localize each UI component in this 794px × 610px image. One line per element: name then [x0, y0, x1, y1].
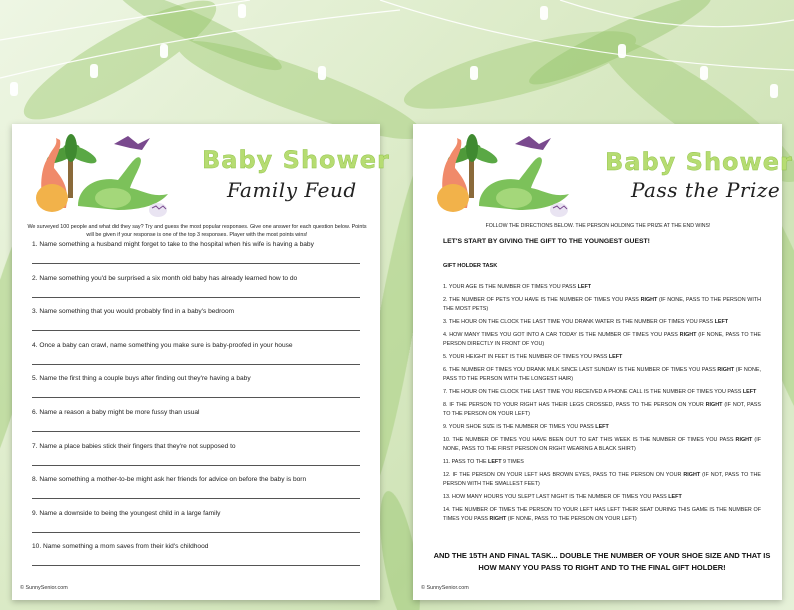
question-text: 2. Name something you'd be surprised a six month old baby has already learned how to do — [32, 274, 298, 282]
family-feud-sheet — [12, 124, 390, 600]
task-step — [443, 471, 761, 488]
question-item — [32, 475, 362, 509]
task-step-note: (IF NONE, PASS TO THE PERSON ON YOUR LEFT) — [506, 515, 637, 522]
answer-line[interactable] — [32, 431, 360, 432]
task-step-text: 14. THE NUMBER OF TIMES THE PERSON TO YOUR LEFT HAS LEFT THEIR SEAT DURING THIS GAME IS THE NUMBER OF TIMES YOU PASS — [443, 507, 761, 522]
answer-line[interactable] — [32, 297, 360, 298]
question-list — [32, 240, 362, 576]
question-text: 5. Name the first thing a couple buys after finding out they're having a baby — [32, 375, 251, 383]
task-step — [443, 296, 761, 313]
task-step — [443, 318, 761, 327]
answer-line[interactable] — [32, 565, 360, 566]
task-step — [443, 423, 761, 432]
task-step-text: 5. YOUR HEIGHT IN FEET IS THE NUMBER OF TIMES YOU PASS — [443, 353, 609, 360]
dino-egg-icon — [149, 203, 167, 217]
task-step-text: 6. THE NUMBER OF TIMES YOU DRANK MILK SINCE LAST SUNDAY IS THE NUMBER OF TIMES YOU PASS — [443, 367, 718, 374]
task-step-text: 2. THE NUMBER OF PETS YOU HAVE IS THE NUMBER OF TIMES YOU PASS — [443, 297, 641, 304]
pass-direction: RIGHT — [683, 472, 701, 479]
question-text: 4. Once a baby can crawl, name something you make sure is baby-proofed in your house — [32, 341, 293, 349]
dinosaur-illustration — [419, 128, 589, 224]
game-instructions: We surveyed 100 people and what did they say? Try and guess the most popular responses. Give one answer for each question below. Points will be given if your response is one of the top 3 responses. Player with the most points wins! — [27, 224, 367, 238]
pass-direction: LEFT — [742, 388, 757, 395]
task-step-text: 8. IF THE PERSON TO YOUR RIGHT HAS THEIR LEGS CROSSED, PASS TO THE PERSON ON YOUR — [443, 402, 706, 409]
question-item — [32, 442, 362, 476]
dinosaur-illustration — [18, 128, 188, 224]
question-item — [32, 274, 362, 308]
task-step-text: 3. THE HOUR ON THE CLOCK THE LAST TIME YOU DRANK WATER IS THE NUMBER OF TIMES YOU PASS — [443, 318, 715, 325]
pass-direction: LEFT — [668, 493, 682, 500]
pass-direction: RIGHT — [640, 297, 658, 304]
task-step-note: (IF NONE, PASS TO THE PERSON DIRECTLY IN FRONT OF YOU) — [443, 332, 762, 347]
task-step — [443, 493, 761, 502]
pass-direction: RIGHT — [735, 437, 753, 444]
pass-direction: LEFT — [595, 423, 609, 430]
question-item — [32, 509, 362, 543]
pass-direction: RIGHT — [717, 367, 735, 374]
copyright-footer: © SunnySenior.com — [20, 585, 68, 591]
answer-line[interactable] — [32, 465, 360, 466]
answer-line[interactable] — [32, 532, 360, 533]
task-step-note: 9 TIMES — [501, 458, 524, 465]
question-text: 7. Name a place babies stick their fingers that they're not supposed to — [32, 442, 236, 450]
task-step — [443, 506, 761, 523]
task-step — [443, 436, 761, 453]
question-item — [32, 307, 362, 341]
task-step-text: 12. IF THE PERSON ON YOUR LEFT HAS BROWN EYES, PASS TO THE PERSON ON YOUR — [443, 472, 684, 479]
question-item — [32, 408, 362, 442]
task-step-note: (IF NONE, PASS TO THE PERSON WITH THE LONGEST HAIR) — [443, 367, 761, 382]
question-text: 3. Name something that you would probably find in a baby's bedroom — [32, 308, 235, 316]
final-task: AND THE 15TH AND FINAL TASK... DOUBLE THE NUMBER OF YOUR SHOE SIZE AND THAT IS HOW MANY YOU PASS TO RIGHT AND TO THE FINAL GIFT HOLDER! — [433, 551, 771, 572]
question-item — [32, 341, 362, 375]
task-step-text: 13. HOW MANY HOURS YOU SLEPT LAST NIGHT IS THE NUMBER OF TIMES YOU PASS — [443, 493, 669, 500]
pass-direction: LEFT — [714, 318, 729, 325]
task-step — [443, 458, 761, 467]
task-step-text: 9. YOUR SHOE SIZE IS THE NUMBER OF TIMES YOU PASS — [443, 423, 596, 430]
answer-line[interactable] — [32, 397, 360, 398]
task-step-text: 1. YOUR AGE IS THE NUMBER OF TIMES YOU PASS — [443, 284, 578, 290]
question-item — [32, 240, 362, 274]
dino-egg-icon — [550, 203, 568, 217]
task-step-note: (IF NONE, PASS TO THE PERSON WITH THE MOST PETS) — [443, 297, 762, 312]
task-step — [443, 283, 761, 292]
task-step-text: 10. THE NUMBER OF TIMES YOU HAVE BEEN OUT TO EAT THIS WEEK IS THE NUMBER OF TIMES YOU PASS — [443, 437, 736, 444]
answer-line[interactable] — [32, 330, 360, 331]
pass-direction: LEFT — [577, 284, 592, 290]
start-heading: LET'S START BY GIVING THE GIFT TO THE YOUNGEST GUEST! — [443, 238, 650, 245]
task-step-text: 7. THE HOUR ON THE CLOCK THE LAST TIME YOU RECEIVED A PHONE CALL IS THE NUMBER OF TIMES YOU PASS — [443, 388, 743, 395]
task-step — [443, 331, 761, 348]
question-item — [32, 542, 362, 576]
task-list — [443, 283, 761, 528]
pass-direction: RIGHT — [705, 402, 723, 409]
task-step — [443, 401, 761, 418]
task-step — [443, 353, 761, 362]
question-text: 1. Name something a husband might forget to take to the hospital when his wife is having a baby — [32, 241, 314, 248]
task-step — [443, 388, 761, 397]
pass-direction: RIGHT — [679, 332, 697, 339]
question-item — [32, 374, 362, 408]
task-label: GIFT HOLDER TASK — [443, 263, 498, 269]
sheet-subtitle: Family Feud — [227, 178, 357, 202]
answer-line[interactable] — [32, 263, 360, 264]
answer-line[interactable] — [32, 498, 360, 499]
copyright-footer: © SunnySenior.com — [421, 585, 469, 591]
pass-direction: RIGHT — [489, 515, 507, 522]
pass-the-prize-sheet — [413, 124, 793, 600]
sheet-title: Baby Shower — [202, 146, 390, 174]
question-text: 9. Name a downside to being the youngest child in a large family — [32, 509, 221, 517]
pterodactyl-icon — [114, 136, 150, 150]
pass-direction: LEFT — [608, 353, 623, 360]
task-step-note: (IF NOT, PASS TO THE PERSON WITH THE SMALLEST FEET) — [443, 472, 761, 487]
task-step-text: 4. HOW MANY TIMES YOU GOT INTO A CAR TODAY IS THE NUMBER OF TIMES YOU PASS — [443, 332, 680, 339]
pterodactyl-icon — [515, 136, 551, 150]
task-step-note: (IF NONE, PASS TO THE FIRST PERSON ON RIGHT WEARING A BLACK SHIRT) — [443, 437, 761, 452]
task-step-text: 11. PASS TO THE — [443, 458, 489, 465]
pass-direction: LEFT — [488, 458, 502, 465]
question-text: 6. Name a reason a baby might be more fussy than usual — [32, 408, 200, 416]
sheet-title: Baby Shower — [605, 148, 793, 176]
question-text: 10. Name something a mom saves from their kid's childhood — [32, 543, 209, 551]
game-instructions: FOLLOW THE DIRECTIONS BELOW. THE PERSON HOLDING THE PRIZE AT THE END WINS! — [485, 223, 711, 229]
sheet-subtitle: Pass the Prize — [631, 178, 781, 202]
task-step-note: (IF NOT, PASS TO THE PERSON ON YOUR LEFT) — [443, 402, 761, 417]
question-text: 8. Name something a mother-to-be might ask her friends for advice on before the baby is born — [32, 476, 307, 484]
answer-line[interactable] — [32, 364, 360, 365]
task-step — [443, 366, 761, 383]
